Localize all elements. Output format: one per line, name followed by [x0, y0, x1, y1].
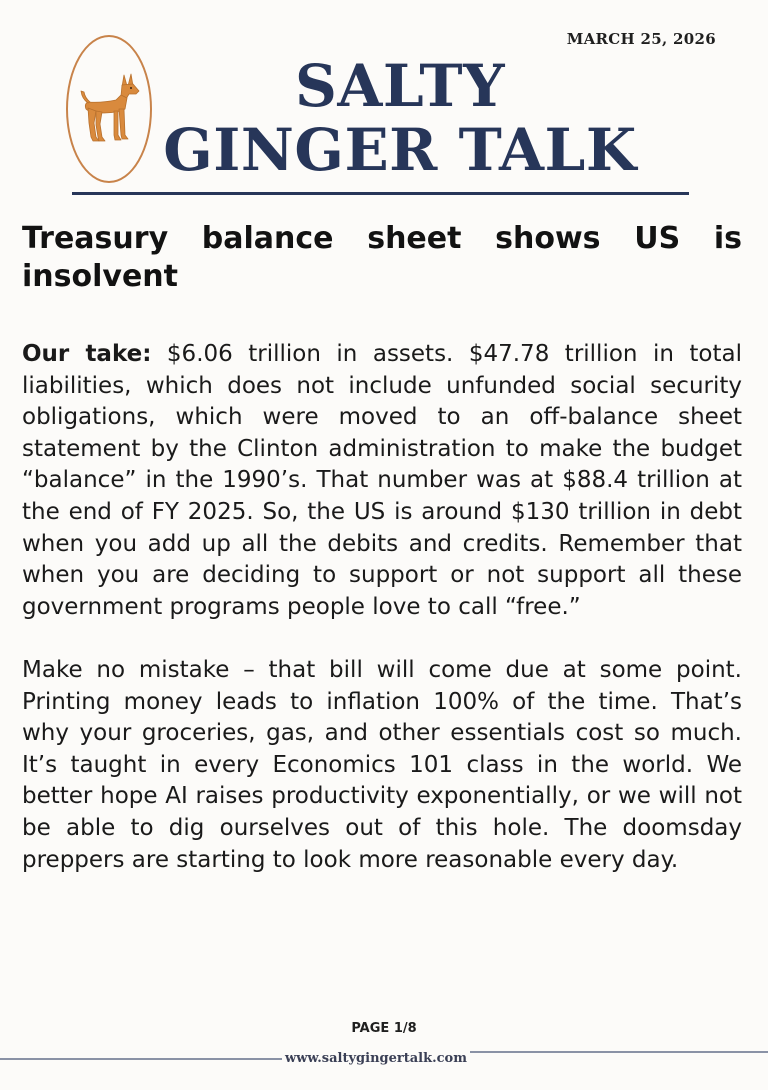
- logo: [66, 35, 152, 183]
- issue-date: MARCH 25, 2026: [566, 30, 716, 48]
- article-paragraph: [22, 339, 742, 623]
- article-paragraph: Make no mistake – that bill will come due at some point. Printing money leads to inflation 100% of the time. That’s why your groceries, gas, and other essentials cost so much. It’s taught in every Economics 101 class in the world. We better hope AI raises productivity exponentially, or we will not be able to dig ourselves out of this hole. The doomsday preppers are starting to look more reasonable every day.: [22, 656, 742, 873]
- website-link[interactable]: www.saltygingertalk.com: [285, 1051, 467, 1066]
- masthead-title: SALTY GINGER TALK: [163, 52, 637, 184]
- dog-icon: [78, 69, 140, 149]
- page-number: PAGE 1/8: [351, 1021, 417, 1036]
- paragraph-1-text: $6.06 trillion in assets. $47.78 trillion in total liabilities, which does not include unfunded social security obligations, which were moved to an off-balance sheet statement by the Clinton administration to make the budget “balance” in the 1990’s. That number was at $88.4 trillion at the end of FY 2025. So, the US is around $130 trillion in debt when you add up all the debits and credits. Remember that when you are deciding to support or not support all these government programs people love to call “free.”: [22, 341, 742, 620]
- footer-divider-right: [470, 1051, 768, 1053]
- our-take-label: Our take:: [22, 341, 152, 367]
- footer-divider-left: [0, 1058, 282, 1060]
- article-headline: Treasury balance sheet shows US is insolvent: [22, 221, 742, 294]
- masthead-divider: [72, 192, 689, 195]
- article-body: [22, 339, 742, 908]
